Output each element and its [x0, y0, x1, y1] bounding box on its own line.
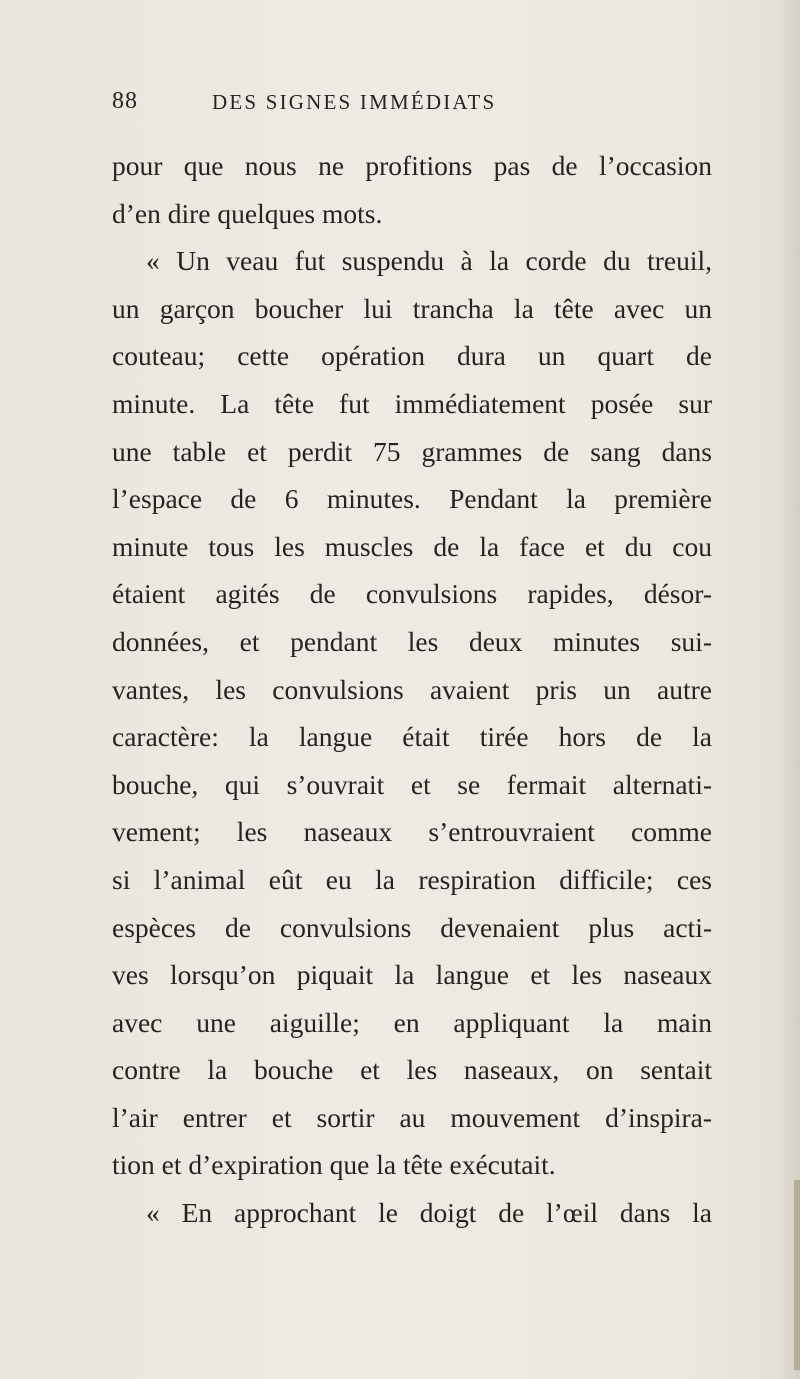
text-line: l’espace de 6 minutes. Pendant la première — [112, 483, 712, 515]
text-line: avec une aiguille; en appliquant la main — [112, 1006, 712, 1038]
text-line: l’air entrer et sortir au mouvement d’inspira- — [112, 1101, 712, 1133]
running-title: DES SIGNES IMMÉDIATS — [212, 90, 497, 114]
text-line: « Un veau fut suspendu à la corde du treuil, — [146, 245, 712, 277]
text-line: un garçon boucher lui trancha la tête avec un — [112, 292, 712, 324]
text-line: « En approchant le doigt de l’œil dans la — [146, 1197, 712, 1229]
text-line: données, et pendant les deux minutes sui- — [112, 625, 712, 657]
body-text — [112, 142, 712, 1237]
text-line: minute tous les muscles de la face et du cou — [112, 530, 712, 562]
page-edge-stain — [794, 1180, 800, 1370]
text-line: si l’animal eût eu la respiration difficile; ces — [112, 863, 712, 895]
text-line: minute. La tête fut immédiatement posée sur — [112, 387, 712, 419]
text-line: ves lorsqu’on piquait la langue et les naseaux — [112, 959, 712, 991]
text-line: vement; les naseaux s’entrouvraient comme — [112, 816, 712, 848]
text-line: une table et perdit 75 grammes de sang dans — [112, 435, 712, 467]
text-line: couteau; cette opération dura un quart de — [112, 340, 712, 372]
text-line: étaient agités de convulsions rapides, désor- — [112, 578, 712, 610]
text-line: espèces de convulsions devenaient plus acti- — [112, 911, 712, 943]
text-line: vantes, les convulsions avaient pris un autre — [112, 673, 712, 705]
page-header — [112, 88, 712, 128]
page-edge-shadow — [778, 0, 800, 1379]
text-line: caractère: la langue était tirée hors de la — [112, 721, 712, 753]
text-line: d’en dire quelques mots. — [112, 197, 383, 229]
text-line: bouche, qui s’ouvrait et se fermait alternati- — [112, 768, 712, 800]
text-line: pour que nous ne profitions pas de l’occasion — [112, 150, 712, 181]
text-line: tion et d’expiration que la tête exécutait. — [112, 1149, 556, 1181]
page-number: 88 — [112, 88, 138, 114]
text-line: contre la bouche et les naseaux, on sentait — [112, 1054, 712, 1086]
